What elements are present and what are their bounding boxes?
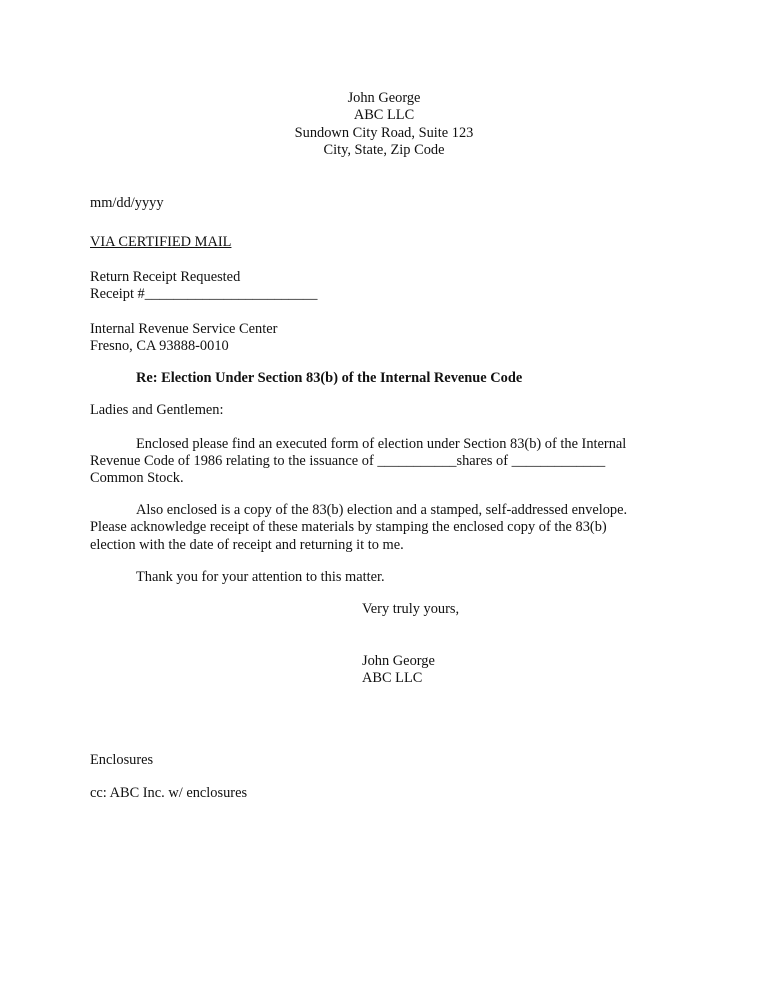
paragraph-2-line-1: Also enclosed is a copy of the 83(b) election and a stamped, self-addressed envelope. — [136, 502, 628, 518]
recipient-line-2: Fresno, CA 93888-0010 — [90, 338, 229, 354]
signer-name: John George — [362, 653, 435, 669]
paragraph-3: Thank you for your attention to this matter. — [136, 569, 385, 585]
paragraph-2-line-2: Please acknowledge receipt of these materials by stamping the enclosed copy of the 83(b) — [90, 519, 607, 535]
paragraph-1-line-3: Common Stock. — [90, 470, 184, 486]
letterhead-company: ABC LLC — [353, 107, 415, 123]
cc-line: cc: ABC Inc. w/ enclosures — [90, 785, 248, 801]
salutation: Ladies and Gentlemen: — [90, 402, 224, 418]
letterhead-city-line: City, State, Zip Code — [323, 142, 445, 158]
signer-company: ABC LLC — [362, 670, 423, 686]
paragraph-1-line-1: Enclosed please find an executed form of election under Section 83(b) of the Internal — [136, 436, 627, 452]
letterhead-name: John George — [347, 90, 421, 106]
subject-line: Re: Election Under Section 83(b) of the Internal Revenue Code — [136, 370, 523, 386]
letter-date: mm/dd/yyyy — [90, 195, 164, 211]
return-receipt-requested: Return Receipt Requested — [90, 269, 241, 285]
letterhead-street: Sundown City Road, Suite 123 — [294, 125, 474, 141]
recipient-line-1: Internal Revenue Service Center — [90, 321, 278, 337]
valediction: Very truly yours, — [362, 601, 460, 617]
enclosures-note: Enclosures — [90, 752, 154, 768]
paragraph-1-line-2: Revenue Code of 1986 relating to the issuance of ___________shares of _____________ — [90, 453, 606, 469]
paragraph-2-line-3: election with the date of receipt and returning it to me. — [90, 537, 404, 553]
receipt-number-line: Receipt #________________________ — [90, 286, 318, 302]
delivery-method: VIA CERTIFIED MAIL — [90, 234, 232, 250]
